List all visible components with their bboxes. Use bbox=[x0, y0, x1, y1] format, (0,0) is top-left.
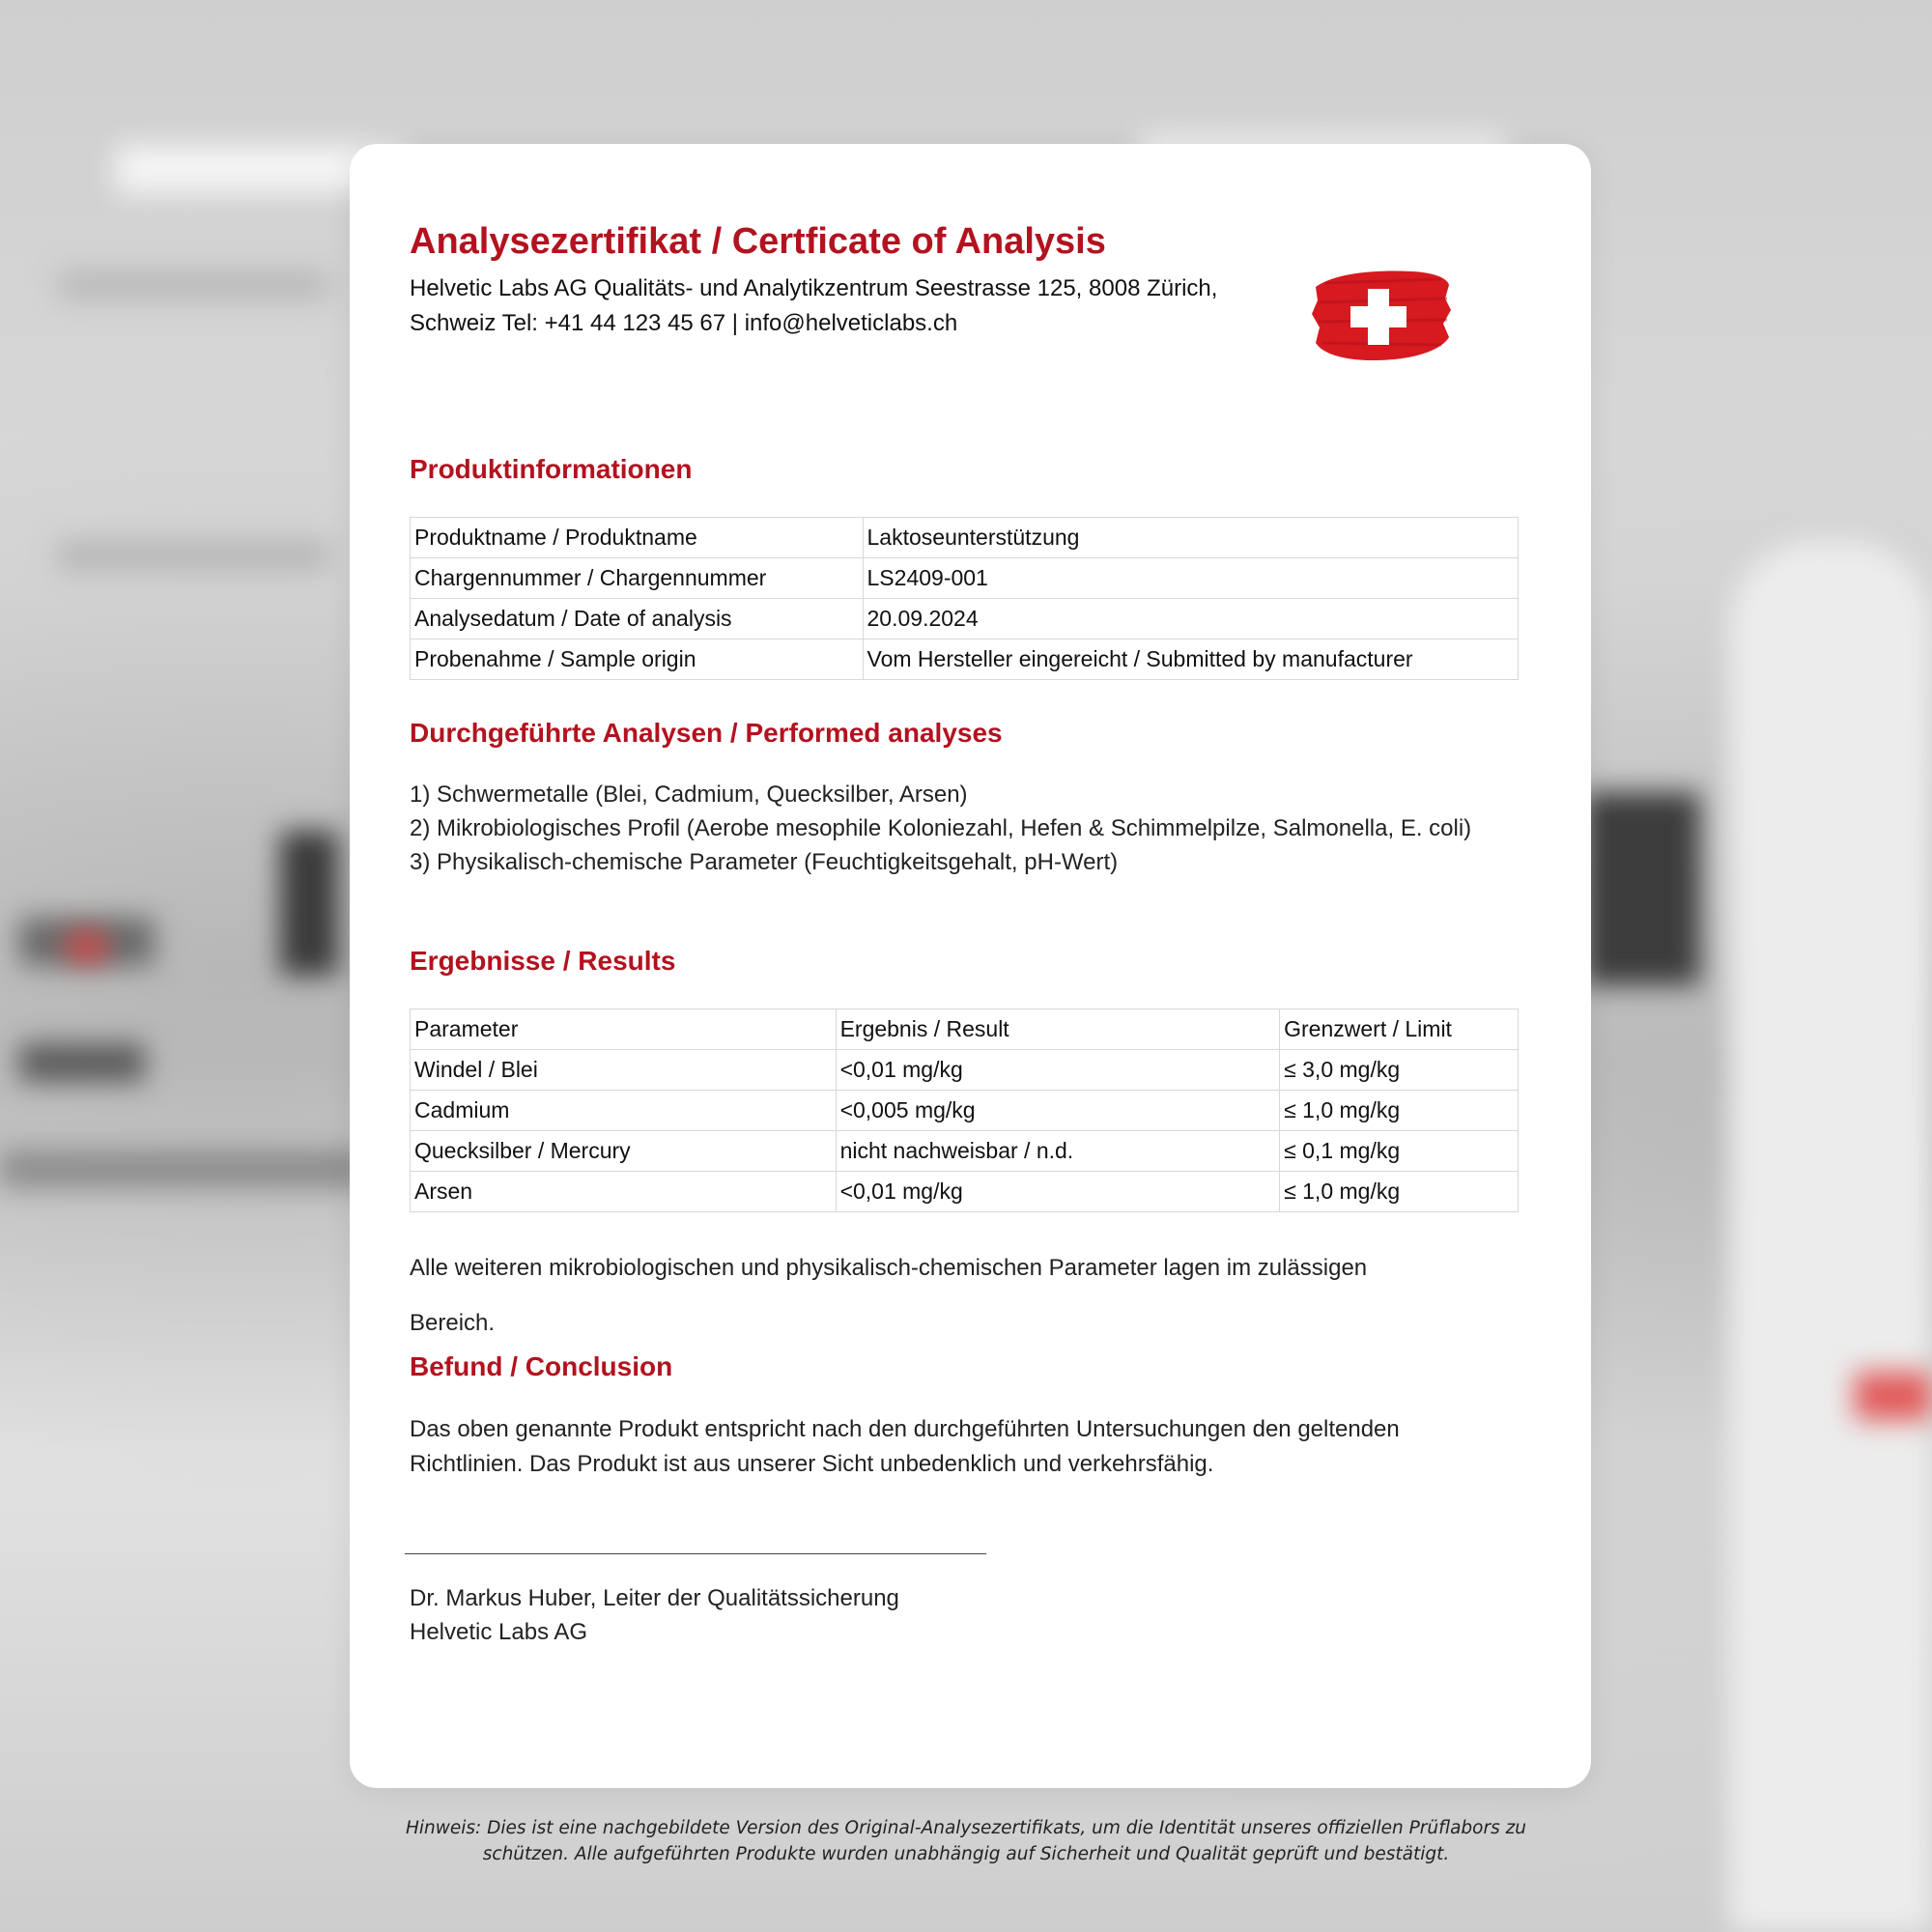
table-cell-label: Chargennummer / Chargennummer bbox=[411, 558, 864, 599]
table-cell-parameter: Arsen bbox=[411, 1172, 837, 1212]
table-cell-label: Produktname / Produktname bbox=[411, 518, 864, 558]
table-cell-label: Probenahme / Sample origin bbox=[411, 639, 864, 680]
table-cell-value: 20.09.2024 bbox=[863, 599, 1518, 639]
background-red-detail bbox=[1855, 1372, 1932, 1420]
signatory-company: Helvetic Labs AG bbox=[410, 1619, 588, 1645]
background-lab-device-light bbox=[68, 932, 106, 961]
analyses-heading: Durchgeführte Analysen / Performed analyses bbox=[410, 718, 1003, 748]
list-item: 3) Physikalisch-chemische Parameter (Feuchtigkeitsgehalt, pH-Wert) bbox=[410, 849, 1119, 875]
column-header: Ergebnis / Result bbox=[836, 1009, 1280, 1050]
conclusion-text: Das oben genannte Produkt entspricht nach den durchgeführten Untersuchungen den geltenden Richtlinien. Das Produkt ist aus unserer Sicht unbedenklich und verkehrsfähig. bbox=[410, 1416, 1400, 1477]
table-row bbox=[411, 518, 1519, 558]
signature-line bbox=[405, 1553, 986, 1554]
certificate-title: Analysezertifikat / Certficate of Analysis bbox=[410, 221, 1106, 262]
table-cell-limit: ≤ 1,0 mg/kg bbox=[1280, 1172, 1519, 1212]
table-cell-value: Vom Hersteller eingereicht / Submitted by manufacturer bbox=[863, 639, 1518, 680]
background-shelf bbox=[58, 541, 328, 570]
table-row bbox=[411, 1172, 1519, 1212]
table-cell-parameter: Cadmium bbox=[411, 1091, 837, 1131]
disclaimer-note: Hinweis: Dies ist eine nachgebildete Version des Original-Analysezertifikats, um die Identität unseres offiziellen Prüflabors zu schützen. Alle aufgeführten Produkte wurden unabhängig auf Sicherheit und Qualität geprüft und bestätigt. bbox=[405, 1818, 1527, 1864]
table-row bbox=[411, 558, 1519, 599]
results-heading: Ergebnisse / Results bbox=[410, 946, 676, 976]
table-cell-result: nicht nachweisbar / n.d. bbox=[836, 1131, 1280, 1172]
product-info-heading: Produktinformationen bbox=[410, 454, 693, 484]
column-header: Parameter bbox=[411, 1009, 837, 1050]
table-row bbox=[411, 1091, 1519, 1131]
product-info-table bbox=[410, 517, 1519, 680]
table-cell-label: Analysedatum / Date of analysis bbox=[411, 599, 864, 639]
background-counter bbox=[0, 1150, 367, 1188]
table-row bbox=[411, 599, 1519, 639]
certificate-card bbox=[350, 144, 1591, 1788]
background-lab-device bbox=[19, 1043, 145, 1082]
table-cell-parameter: Windel / Blei bbox=[411, 1050, 837, 1091]
signature-block bbox=[410, 1581, 1530, 1649]
table-row bbox=[411, 1131, 1519, 1172]
background-lab-equipment bbox=[280, 831, 338, 976]
results-table bbox=[410, 1009, 1519, 1212]
table-cell-value: LS2409-001 bbox=[863, 558, 1518, 599]
background-lab-worker bbox=[1729, 541, 1932, 1932]
conclusion-heading: Befund / Conclusion bbox=[410, 1351, 673, 1381]
table-header-row bbox=[411, 1009, 1519, 1050]
table-cell-result: <0,005 mg/kg bbox=[836, 1091, 1280, 1131]
table-cell-parameter: Quecksilber / Mercury bbox=[411, 1131, 837, 1172]
table-row bbox=[411, 1050, 1519, 1091]
list-item: 1) Schwermetalle (Blei, Cadmium, Quecksilber, Arsen) bbox=[410, 781, 968, 808]
background-shelf bbox=[58, 270, 328, 299]
table-row bbox=[411, 639, 1519, 680]
analyses-list bbox=[410, 778, 1530, 879]
table-cell-limit: ≤ 0,1 mg/kg bbox=[1280, 1131, 1519, 1172]
signatory-name: Dr. Markus Huber, Leiter der Qualitätssicherung bbox=[410, 1585, 899, 1611]
column-header: Grenzwert / Limit bbox=[1280, 1009, 1519, 1050]
table-cell-limit: ≤ 3,0 mg/kg bbox=[1280, 1050, 1519, 1091]
list-item: 2) Mikrobiologisches Profil (Aerobe mesophile Koloniezahl, Hefen & Schimmelpilze, Salmonella, E. coli) bbox=[410, 815, 1472, 841]
table-cell-limit: ≤ 1,0 mg/kg bbox=[1280, 1091, 1519, 1131]
background-monitor bbox=[1584, 792, 1700, 985]
table-cell-result: <0,01 mg/kg bbox=[836, 1172, 1280, 1212]
swiss-flag-icon bbox=[1306, 260, 1451, 366]
lab-address: Helvetic Labs AG Qualitäts- und Analytikzentrum Seestrasse 125, 8008 Zürich, Schweiz Tel: +41 44 123 45 67 | info@helveticlabs.ch bbox=[410, 275, 1218, 336]
results-note-line-1: Alle weiteren mikrobiologischen und physikalisch-chemischen Parameter lagen im zulässigen bbox=[410, 1255, 1368, 1281]
results-note-line-2: Bereich. bbox=[410, 1310, 496, 1336]
table-cell-result: <0,01 mg/kg bbox=[836, 1050, 1280, 1091]
table-cell-value: Laktoseunterstützung bbox=[863, 518, 1518, 558]
